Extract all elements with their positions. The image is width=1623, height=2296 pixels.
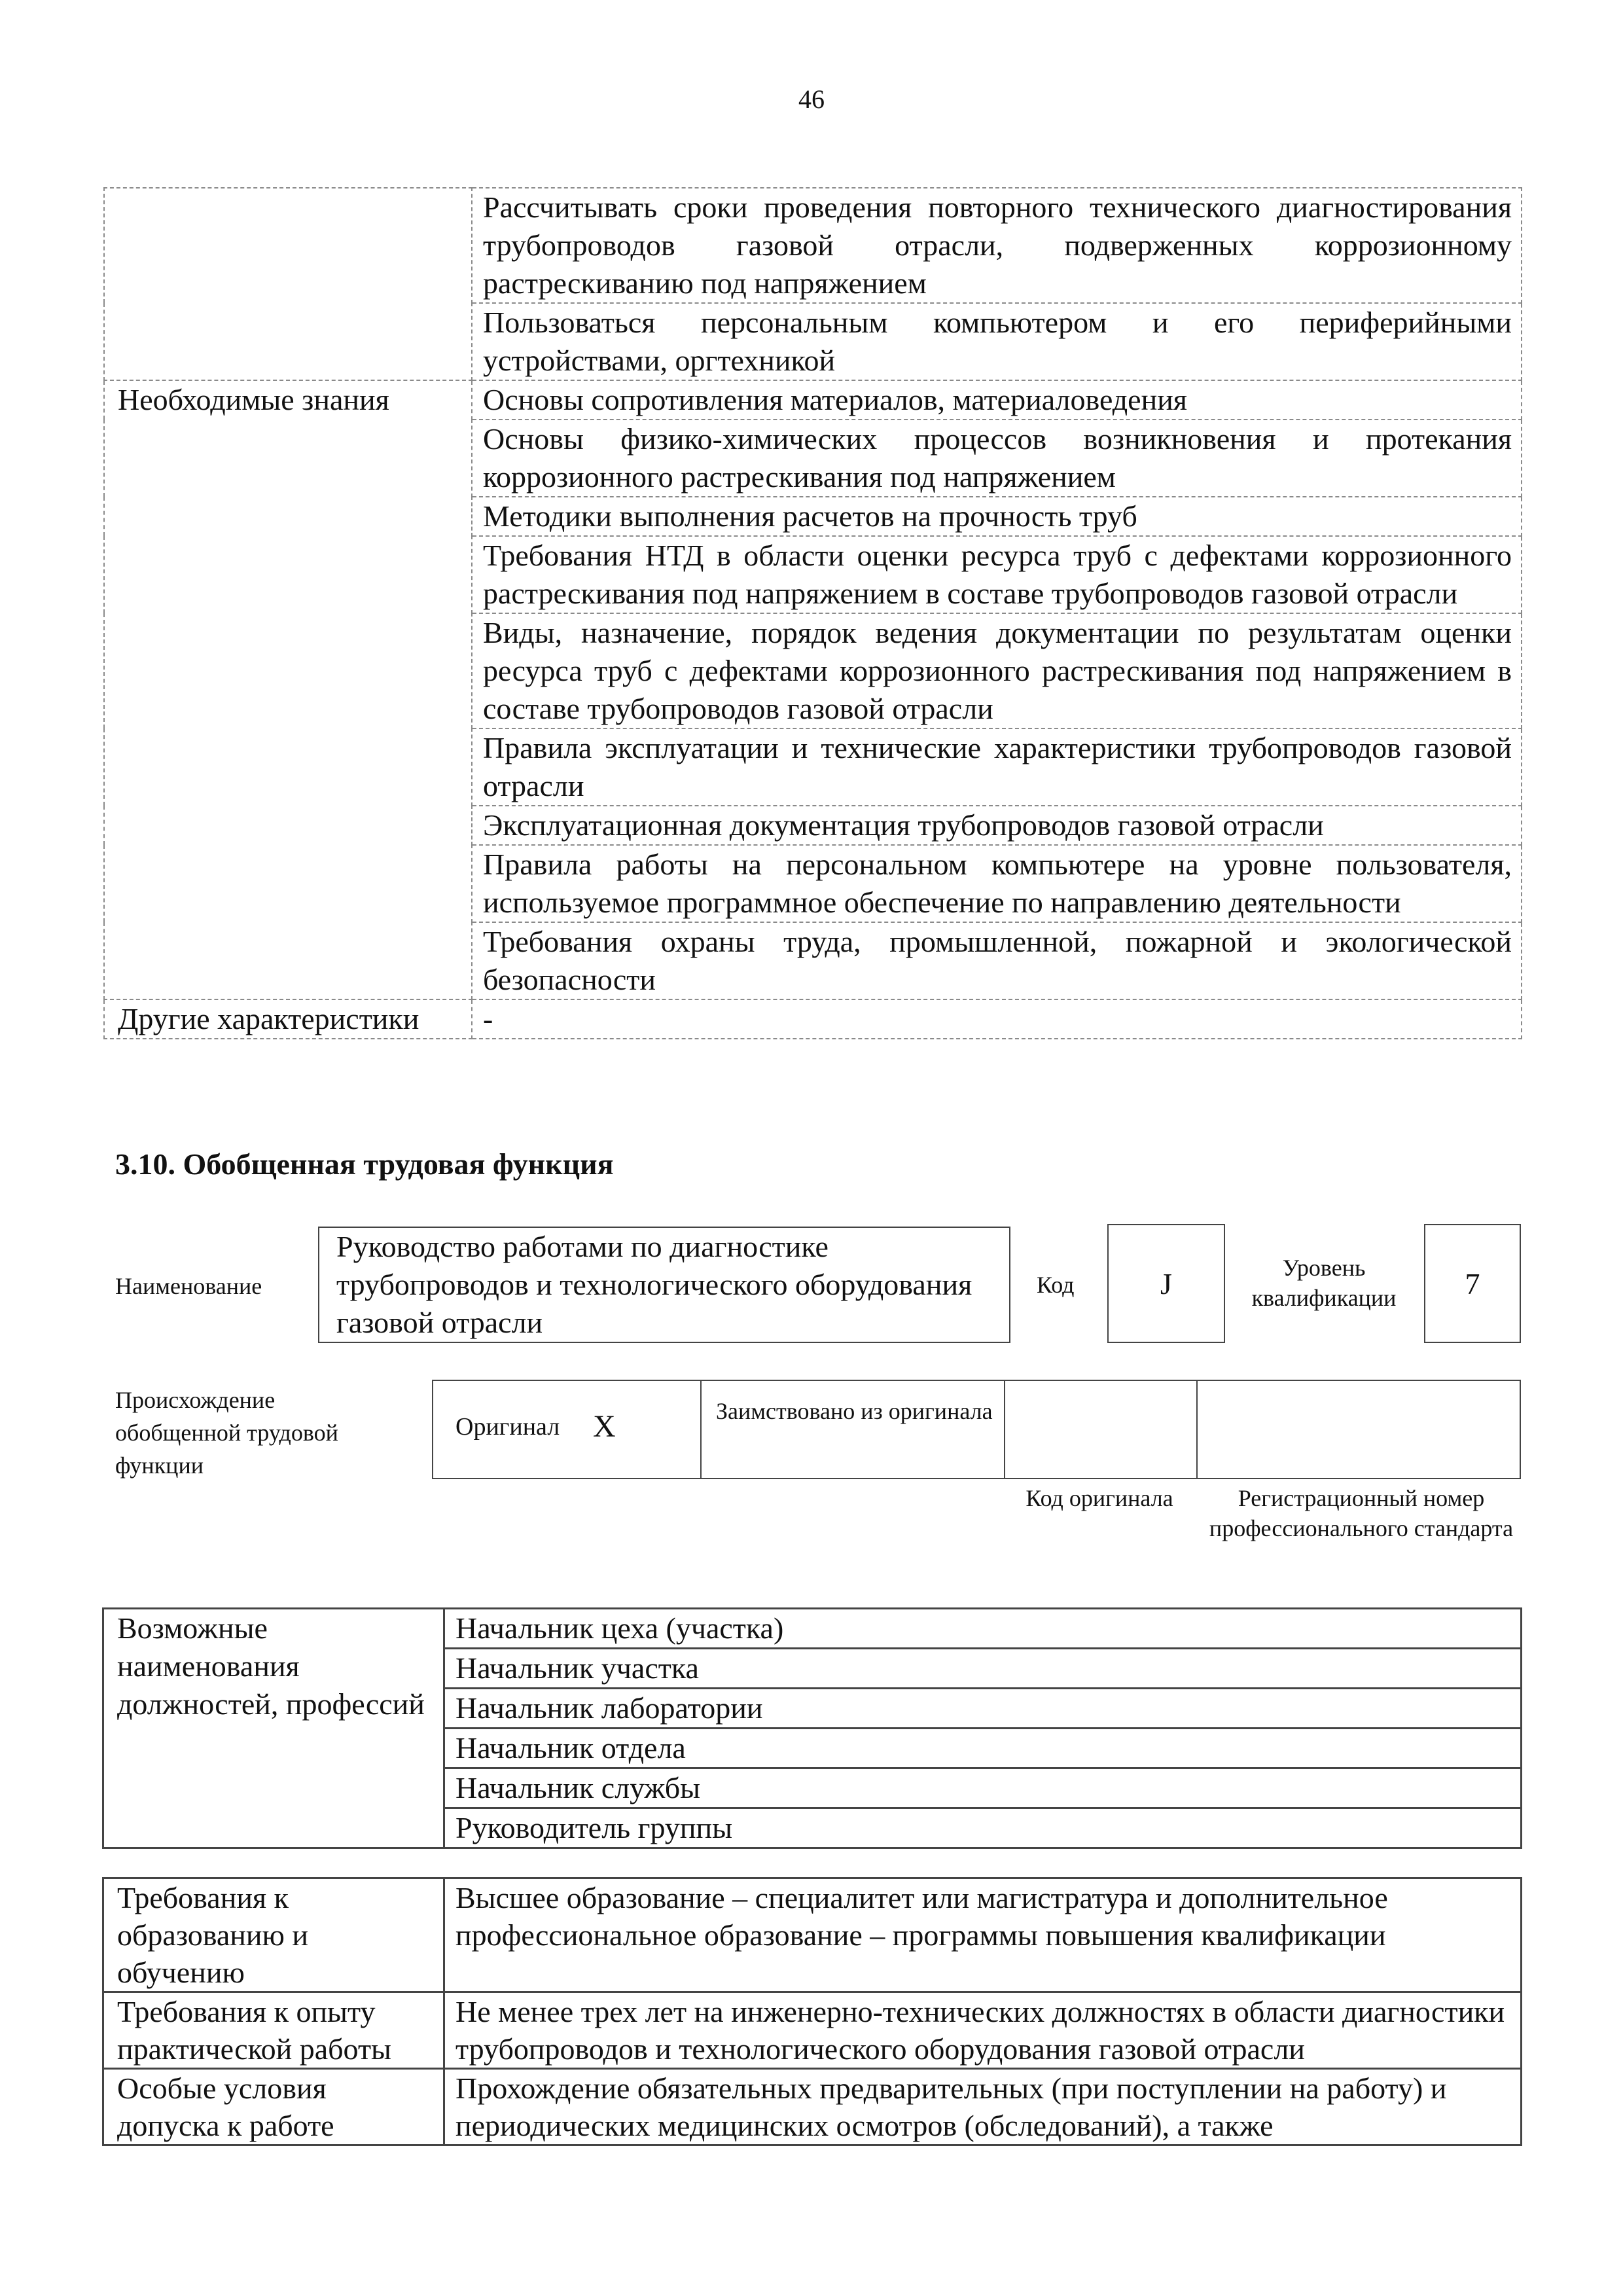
table-cell: Эксплуатационная документация трубопроводов газовой отрасли: [472, 806, 1522, 845]
position-item: Начальник цеха (участка): [444, 1609, 1522, 1649]
original-label: Оригинал: [455, 1413, 560, 1441]
position-item: Начальник участка: [444, 1649, 1522, 1689]
requirement-value: Не менее трех лет на инженерно-технических должностях в области диагностики трубопроводов и технологического оборудования газовой отрасли: [444, 1992, 1522, 2069]
position-item: Начальник лаборатории: [444, 1689, 1522, 1729]
positions-label: Возможные наименования должностей, профессий: [103, 1609, 444, 1848]
position-item: Начальник отдела: [444, 1729, 1522, 1768]
requirements-table: [102, 1877, 1522, 2146]
table-cell: Основы физико-химических процессов возникновения и протекания коррозионного растрескивания под напряжением: [472, 420, 1522, 497]
requirement-value: Высшее образование – специалитет или магистратура и дополнительное профессиональное образование – программы повышения квалификации: [444, 1878, 1522, 1992]
divider: [1196, 1381, 1198, 1478]
table-row: [103, 1878, 1522, 1992]
table-row: [103, 1609, 1522, 1649]
origin-row: [432, 1380, 1521, 1479]
name-label: Наименование: [115, 1273, 262, 1299]
original-mark: X: [593, 1409, 616, 1444]
table-row: [103, 1992, 1522, 2069]
borrowed-label: Заимствовано из оригинала: [716, 1398, 993, 1424]
page-number: 46: [798, 84, 825, 114]
table-row: [104, 188, 1522, 303]
table-cell: Требования охраны труда, промышленной, пожарной и экологической безопасности: [472, 922, 1522, 999]
skills-knowledge-table: [103, 187, 1522, 1039]
origin-label: Происхождение обобщенной трудовой функции: [115, 1387, 338, 1479]
table-cell: Правила работы на персональном компьютере на уровне пользователя, используемое программное обеспечение по направлению деятельности: [472, 845, 1522, 922]
table-cell: Правила эксплуатации и технические характеристики трубопроводов газовой отрасли: [472, 728, 1522, 806]
code-label: Код: [1037, 1272, 1075, 1298]
level-label: Уровень квалификации: [1251, 1255, 1397, 1311]
table-row: [104, 380, 1522, 420]
row-label-knowledge: Необходимые знания: [104, 380, 472, 999]
divider: [1004, 1381, 1005, 1478]
row-label-other: Другие характеристики: [104, 999, 472, 1039]
requirement-label: Особые условия допуска к работе: [103, 2069, 444, 2145]
requirement-value: Прохождение обязательных предварительных (при поступлении на работу) и периодических медицинских осмотров (обследований), а также: [444, 2069, 1522, 2145]
name-value: Руководство работами по диагностике трубопроводов и технологического оборудования газовой отрасли: [318, 1227, 1010, 1343]
orig-code-caption: Код оригинала: [1026, 1485, 1173, 1511]
table-cell: Рассчитывать сроки проведения повторного технического диагностирования трубопроводов газовой отрасли, подверженных коррозионному растрескиванию под напряжением: [472, 188, 1522, 303]
section-title: 3.10. Обобщенная трудовая функция: [115, 1147, 614, 1181]
row-label: [104, 188, 472, 380]
table-row: [104, 999, 1522, 1039]
positions-table: [102, 1607, 1522, 1849]
position-item: Руководитель группы: [444, 1808, 1522, 1848]
position-item: Начальник службы: [444, 1768, 1522, 1808]
requirement-label: Требования к образованию и обучению: [103, 1878, 444, 1992]
divider: [700, 1381, 702, 1478]
requirement-label: Требования к опыту практической работы: [103, 1992, 444, 2069]
level-value: 7: [1424, 1224, 1521, 1343]
table-cell: Методики выполнения расчетов на прочность труб: [472, 497, 1522, 536]
table-cell: -: [472, 999, 1522, 1039]
code-value: J: [1107, 1224, 1225, 1343]
table-cell: Виды, назначение, порядок ведения документации по результатам оценки ресурса труб с дефектами коррозионного растрескивания под напряжением в составе трубопроводов газовой отрасли: [472, 613, 1522, 728]
table-cell: Требования НТД в области оценки ресурса труб с дефектами коррозионного растрескивания под напряжением в составе трубопроводов газовой отрасли: [472, 536, 1522, 613]
table-cell: Пользоваться персональным компьютером и его периферийными устройствами, оргтехникой: [472, 303, 1522, 380]
table-row: [103, 2069, 1522, 2145]
table-cell: Основы сопротивления материалов, материаловедения: [472, 380, 1522, 420]
reg-number-caption: Регистрационный номер профессионального стандарта: [1209, 1485, 1514, 1541]
